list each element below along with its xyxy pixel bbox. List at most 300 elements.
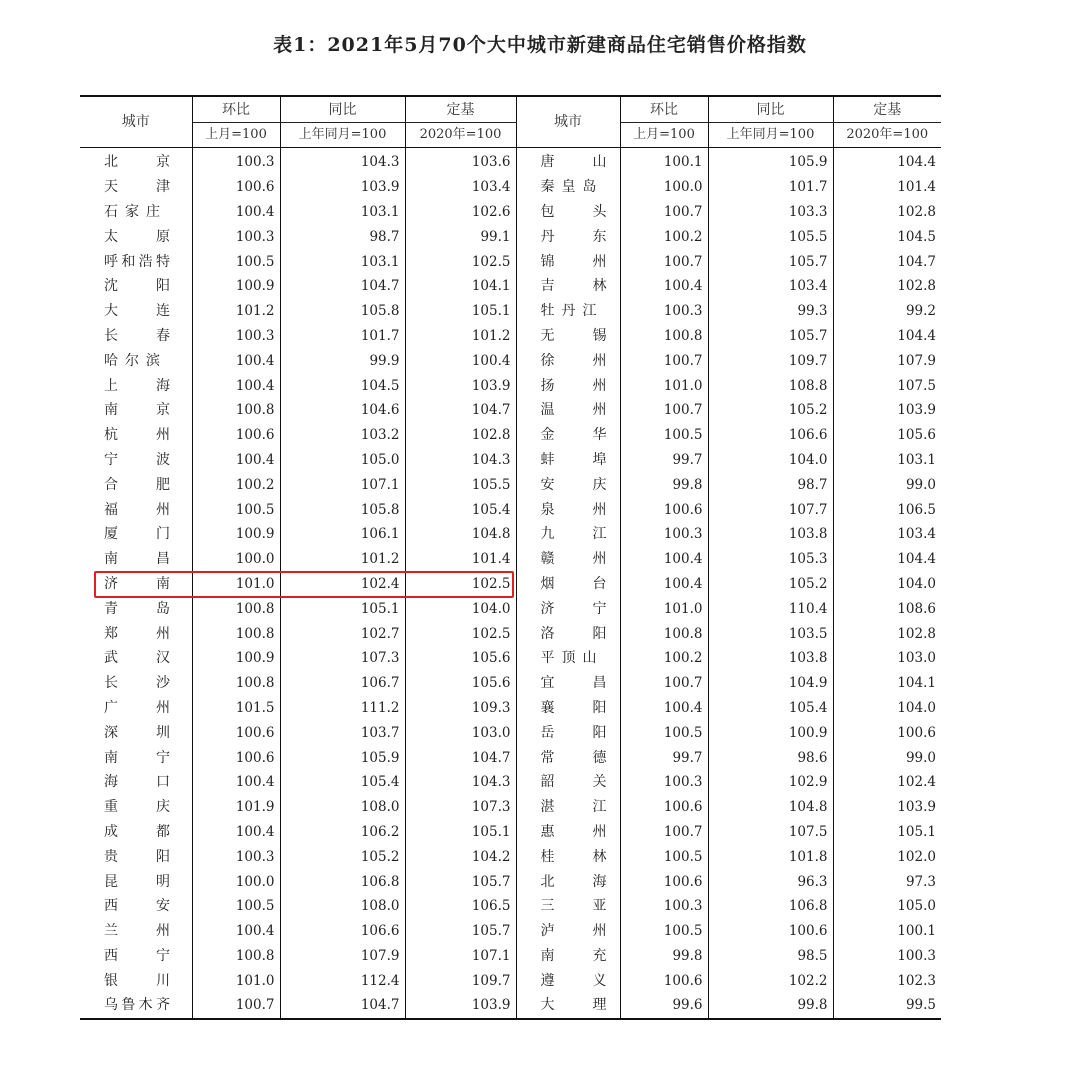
mom-cell: 100.9 [192,274,280,299]
city-name: 济南 [104,575,170,592]
header-base-right: 定基 [833,96,941,123]
city-name: 沈阳 [104,278,170,295]
table-row [80,621,941,646]
base-cell: 105.6 [405,671,516,696]
city-name: 赣州 [540,551,607,568]
city-cell [80,596,192,621]
city-cell [80,348,192,373]
mom-cell: 100.8 [192,596,280,621]
yoy-cell-right: 105.5 [708,224,833,249]
base-cell: 105.5 [405,472,516,497]
base-cell-right: 99.0 [905,749,936,766]
city-name: 合肥 [104,476,170,493]
base-cell: 109.3 [405,696,516,721]
base-cell-right: 102.8 [897,278,936,295]
yoy-cell: 106.2 [280,820,405,845]
city-name: 遵义 [540,972,607,989]
base-cell-right: 102.0 [897,848,936,865]
mom-cell-right: 100.4 [620,547,708,572]
city-cell-right [516,745,620,770]
yoy-cell: 105.2 [280,844,405,869]
mom-cell: 101.9 [192,795,280,820]
table-row [80,373,941,398]
header-yoy-sub-right: 上年同月=100 [708,123,833,148]
base-cell-right: 99.2 [905,303,936,320]
mom-cell-right: 100.8 [620,324,708,349]
base-cell: 105.1 [405,820,516,845]
city-name: 无锡 [540,327,607,344]
city-name: 牡丹江 [540,303,597,320]
city-cell [80,373,192,398]
yoy-cell-right: 106.6 [708,423,833,448]
header-base: 定基 [405,96,516,123]
city-cell-right [516,299,620,324]
city-name: 唐山 [540,154,607,171]
city-cell-right [516,522,620,547]
base-cell: 104.7 [405,398,516,423]
yoy-cell: 108.0 [280,795,405,820]
city-name: 广州 [104,699,170,716]
city-cell [80,249,192,274]
city-cell-right [516,398,620,423]
table-row [80,720,941,745]
mom-cell-right: 100.7 [620,820,708,845]
yoy-cell: 105.1 [280,596,405,621]
city-cell-right [516,348,620,373]
mom-cell-right: 99.8 [620,472,708,497]
base-cell: 104.2 [405,844,516,869]
mom-cell: 100.5 [192,497,280,522]
yoy-cell-right: 105.2 [708,398,833,423]
city-name: 海口 [104,774,170,791]
table-row [80,844,941,869]
mom-cell-right: 100.3 [620,522,708,547]
base-cell: 104.3 [405,448,516,473]
yoy-cell: 105.0 [280,448,405,473]
mom-cell: 100.4 [192,770,280,795]
city-cell-right [516,274,620,299]
city-cell-right [516,324,620,349]
yoy-cell-right: 101.7 [708,175,833,200]
mom-cell: 100.4 [192,373,280,398]
city-cell [80,299,192,324]
mom-cell: 100.0 [192,869,280,894]
table-row [80,398,941,423]
header-mom-right: 环比 [620,96,708,123]
table-row [80,547,941,572]
mom-cell-right: 100.3 [620,894,708,919]
table-row [80,448,941,473]
city-cell-right [516,200,620,225]
mom-cell: 101.0 [192,572,280,597]
mom-cell: 101.0 [192,968,280,993]
city-name: 丹东 [540,228,607,245]
city-cell-right [516,373,620,398]
city-cell [80,745,192,770]
table-row [80,993,941,1019]
table-row [80,348,941,373]
yoy-cell-right: 98.7 [708,472,833,497]
city-cell-right [516,894,620,919]
city-name: 西安 [104,898,170,915]
yoy-cell-right: 100.9 [708,720,833,745]
city-name: 银川 [104,972,170,989]
city-name: 北海 [540,873,607,890]
city-cell [80,770,192,795]
base-cell-right: 99.5 [905,997,936,1014]
mom-cell-right: 100.7 [620,200,708,225]
city-name: 韶关 [540,774,607,791]
city-name: 三亚 [540,898,607,915]
city-name: 包头 [540,203,607,220]
city-name: 深圳 [104,724,170,741]
base-cell-right: 104.7 [897,253,936,270]
base-cell-right: 101.4 [897,179,936,196]
yoy-cell-right: 103.8 [708,646,833,671]
mom-cell: 100.3 [192,224,280,249]
yoy-cell: 104.3 [280,148,405,175]
city-name: 扬州 [540,377,607,394]
mom-cell: 100.3 [192,324,280,349]
yoy-cell-right: 103.4 [708,274,833,299]
city-name: 桂林 [540,848,607,865]
city-name: 西宁 [104,947,170,964]
yoy-cell: 105.8 [280,497,405,522]
base-cell: 104.8 [405,522,516,547]
city-name: 武汉 [104,650,170,667]
base-cell-right: 106.5 [897,501,936,518]
yoy-cell-right: 102.9 [708,770,833,795]
yoy-cell: 105.4 [280,770,405,795]
city-cell-right [516,919,620,944]
base-cell: 102.8 [405,423,516,448]
city-cell [80,820,192,845]
base-cell: 105.7 [405,919,516,944]
base-cell-right: 103.9 [897,402,936,419]
table-row [80,696,941,721]
base-cell: 104.3 [405,770,516,795]
mom-cell: 100.5 [192,894,280,919]
mom-cell: 100.9 [192,522,280,547]
header-mom: 环比 [192,96,280,123]
city-cell-right [516,497,620,522]
city-name: 重庆 [104,799,170,816]
yoy-cell: 102.7 [280,621,405,646]
yoy-cell-right: 99.8 [708,993,833,1019]
base-cell: 104.7 [405,745,516,770]
yoy-cell-right: 102.2 [708,968,833,993]
table-row [80,175,941,200]
yoy-cell-right: 105.4 [708,696,833,721]
mom-cell: 100.6 [192,175,280,200]
base-cell: 103.4 [405,175,516,200]
city-name: 蚌埠 [540,451,607,468]
base-cell-right: 100.6 [897,724,936,741]
yoy-cell-right: 105.7 [708,324,833,349]
city-name: 宜昌 [540,675,607,692]
yoy-cell: 103.7 [280,720,405,745]
city-name: 长春 [104,327,170,344]
city-name: 南昌 [104,551,170,568]
city-name: 太原 [104,228,170,245]
city-name: 平顶山 [540,650,597,667]
city-cell-right [516,547,620,572]
yoy-cell: 106.7 [280,671,405,696]
city-name: 九江 [540,526,607,543]
yoy-cell-right: 104.9 [708,671,833,696]
mom-cell: 100.8 [192,621,280,646]
city-name: 秦皇岛 [540,179,597,196]
city-name: 昆明 [104,873,170,890]
mom-cell: 100.3 [192,844,280,869]
base-cell-right: 102.4 [897,774,936,791]
base-cell: 109.7 [405,968,516,993]
yoy-cell: 102.4 [280,572,405,597]
city-cell [80,621,192,646]
table-row [80,596,941,621]
table-row [80,894,941,919]
header-mom-sub: 上月=100 [192,123,280,148]
yoy-cell-right: 103.8 [708,522,833,547]
mom-cell: 100.4 [192,820,280,845]
yoy-cell-right: 105.7 [708,249,833,274]
base-cell: 102.5 [405,572,516,597]
city-name: 常德 [540,749,607,766]
yoy-cell-right: 98.5 [708,944,833,969]
table-row [80,299,941,324]
table-row [80,472,941,497]
city-cell-right [516,249,620,274]
city-cell [80,324,192,349]
city-name: 南京 [104,402,170,419]
price-index-table [80,95,941,1020]
table-row [80,497,941,522]
mom-cell: 100.8 [192,944,280,969]
yoy-cell-right: 100.6 [708,919,833,944]
city-cell [80,944,192,969]
city-cell-right [516,572,620,597]
city-cell [80,993,192,1019]
base-cell-right: 103.1 [897,451,936,468]
yoy-cell: 104.7 [280,274,405,299]
city-name: 福州 [104,501,170,518]
city-cell [80,894,192,919]
mom-cell-right: 100.2 [620,646,708,671]
city-name: 天津 [104,179,170,196]
base-cell: 102.5 [405,249,516,274]
table-row [80,200,941,225]
base-cell: 105.7 [405,869,516,894]
base-cell: 101.4 [405,547,516,572]
table-row [80,770,941,795]
city-name: 大理 [540,997,607,1014]
base-cell-right: 102.8 [897,625,936,642]
yoy-cell-right: 96.3 [708,869,833,894]
mom-cell-right: 100.5 [620,919,708,944]
yoy-cell-right: 105.9 [708,148,833,175]
yoy-cell-right: 104.8 [708,795,833,820]
city-name: 徐州 [540,352,607,369]
yoy-cell: 104.7 [280,993,405,1019]
table-row [80,869,941,894]
base-cell-right: 105.0 [897,898,936,915]
base-cell: 107.1 [405,944,516,969]
mom-cell: 100.8 [192,398,280,423]
yoy-cell: 112.4 [280,968,405,993]
city-cell-right [516,596,620,621]
city-name: 宁波 [104,451,170,468]
city-cell [80,224,192,249]
mom-cell: 100.4 [192,348,280,373]
base-cell-right: 102.8 [897,203,936,220]
base-cell-right: 97.3 [905,873,936,890]
base-cell: 105.4 [405,497,516,522]
base-cell: 107.3 [405,795,516,820]
mom-cell-right: 100.5 [620,720,708,745]
table-row [80,671,941,696]
page-title: 表1：2021年5月70个大中城市新建商品住宅销售价格指数 [273,34,807,56]
mom-cell: 100.4 [192,200,280,225]
yoy-cell: 106.6 [280,919,405,944]
mom-cell-right: 100.7 [620,348,708,373]
base-cell: 104.1 [405,274,516,299]
base-cell-right: 107.9 [897,352,936,369]
base-cell: 105.6 [405,646,516,671]
city-name: 泉州 [540,501,607,518]
yoy-cell: 104.6 [280,398,405,423]
city-name: 兰州 [104,923,170,940]
yoy-cell: 105.8 [280,299,405,324]
base-cell-right: 105.6 [897,427,936,444]
city-cell [80,795,192,820]
mom-cell-right: 100.6 [620,968,708,993]
base-cell-right: 104.4 [897,327,936,344]
base-cell-right: 108.6 [897,600,936,617]
yoy-cell: 105.9 [280,745,405,770]
base-cell-right: 104.0 [897,699,936,716]
mom-cell-right: 100.3 [620,299,708,324]
city-cell [80,200,192,225]
yoy-cell: 106.1 [280,522,405,547]
yoy-cell: 107.9 [280,944,405,969]
yoy-cell-right: 105.2 [708,572,833,597]
city-name: 郑州 [104,625,170,642]
table-row [80,745,941,770]
mom-cell-right: 100.5 [620,844,708,869]
city-name: 石家庄 [104,203,160,220]
header-city: 城市 [80,96,192,148]
mom-cell: 100.8 [192,671,280,696]
table-row [80,148,941,175]
base-cell-right: 107.5 [897,377,936,394]
base-cell: 104.0 [405,596,516,621]
city-cell-right [516,696,620,721]
city-name: 湛江 [540,799,607,816]
base-cell-right: 100.1 [897,923,936,940]
city-name: 杭州 [104,427,170,444]
city-name: 安庆 [540,476,607,493]
table-row [80,522,941,547]
mom-cell: 100.0 [192,547,280,572]
mom-cell-right: 99.8 [620,944,708,969]
city-name: 温州 [540,402,607,419]
table-row [80,274,941,299]
city-name: 岳阳 [540,724,607,741]
base-cell: 103.9 [405,993,516,1019]
table-row [80,249,941,274]
yoy-cell: 99.9 [280,348,405,373]
city-cell-right [516,472,620,497]
base-cell-right: 102.3 [897,972,936,989]
yoy-cell: 108.0 [280,894,405,919]
city-cell-right [516,671,620,696]
city-cell [80,175,192,200]
mom-cell-right: 101.0 [620,596,708,621]
base-cell-right: 105.1 [897,823,936,840]
yoy-cell-right: 101.8 [708,844,833,869]
base-cell: 102.6 [405,200,516,225]
base-cell-right: 103.9 [897,799,936,816]
mom-cell-right: 100.6 [620,497,708,522]
yoy-cell-right: 99.3 [708,299,833,324]
city-name: 泸州 [540,923,607,940]
base-cell: 101.2 [405,324,516,349]
mom-cell-right: 101.0 [620,373,708,398]
city-cell-right [516,720,620,745]
mom-cell-right: 100.6 [620,795,708,820]
base-cell-right: 100.3 [897,947,936,964]
city-cell [80,547,192,572]
city-name: 南充 [540,947,607,964]
mom-cell-right: 100.0 [620,175,708,200]
base-cell: 103.6 [405,148,516,175]
city-name: 南宁 [104,749,170,766]
yoy-cell: 107.1 [280,472,405,497]
city-cell [80,274,192,299]
yoy-cell: 107.3 [280,646,405,671]
city-cell-right [516,944,620,969]
yoy-cell-right: 103.3 [708,200,833,225]
yoy-cell: 111.2 [280,696,405,721]
base-cell: 106.5 [405,894,516,919]
yoy-cell-right: 104.0 [708,448,833,473]
mom-cell: 100.7 [192,993,280,1019]
header-base-sub-right: 2020年=100 [846,127,929,142]
header-yoy-right: 同比 [708,96,833,123]
city-cell [80,671,192,696]
table-row [80,423,941,448]
city-cell [80,472,192,497]
city-cell-right [516,646,620,671]
table-row [80,646,941,671]
table-row [80,820,941,845]
city-cell [80,919,192,944]
mom-cell: 100.6 [192,720,280,745]
yoy-cell: 98.7 [280,224,405,249]
city-cell-right [516,993,620,1019]
city-cell-right [516,448,620,473]
base-cell-right: 103.0 [897,650,936,667]
city-name: 上海 [104,377,170,394]
city-name: 锦州 [540,253,607,270]
yoy-cell: 103.2 [280,423,405,448]
city-cell [80,497,192,522]
base-cell: 99.1 [405,224,516,249]
mom-cell-right: 99.7 [620,745,708,770]
city-name: 大连 [104,303,170,320]
city-cell [80,148,192,175]
city-cell-right [516,175,620,200]
